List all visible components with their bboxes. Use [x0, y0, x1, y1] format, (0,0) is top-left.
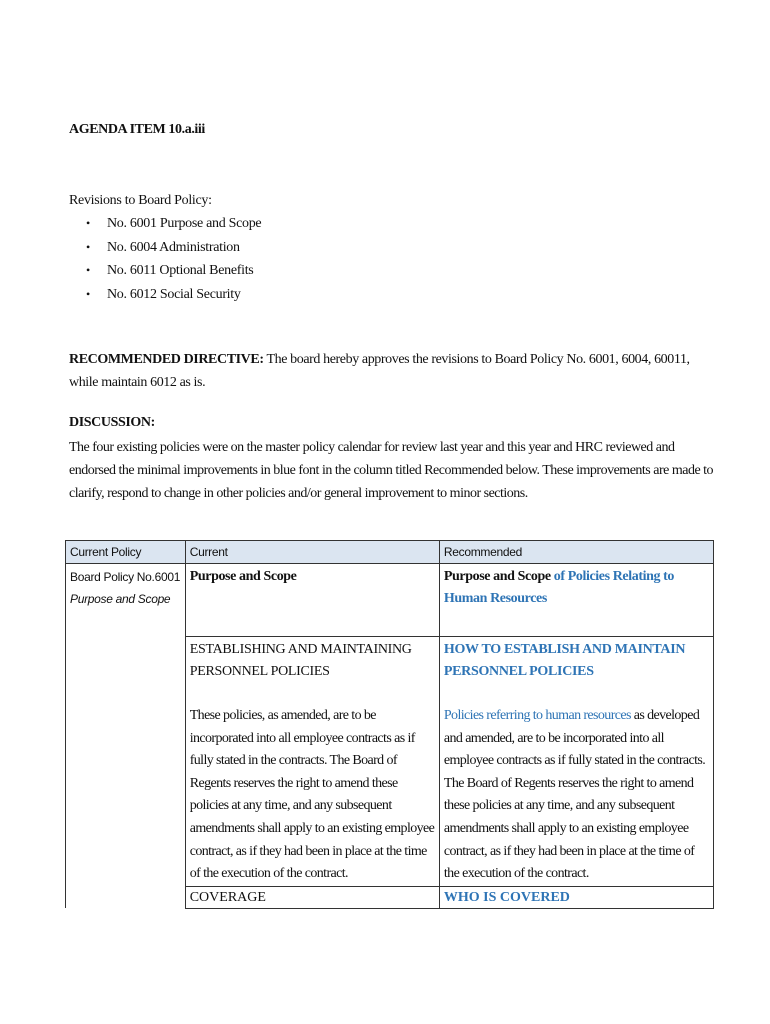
directive-label: RECOMMENDED DIRECTIVE:: [69, 352, 264, 367]
list-item-label: No. 6012 Social Security: [107, 286, 241, 302]
bullet-icon: •: [86, 286, 90, 301]
recommended-title-blue: of Policies Relating to Human Resources: [443, 569, 675, 606]
policy-number: Board Policy No.6001: [70, 570, 181, 584]
bullet-icon: •: [86, 263, 90, 277]
header-recommended: Recommended: [439, 541, 713, 564]
header-current-policy: Current Policy: [66, 541, 186, 564]
current-title-cell: Purpose and Scope: [185, 564, 439, 637]
list-item: [69, 236, 261, 260]
policy-name: Purpose and Scope: [70, 592, 171, 606]
table-header-row: [66, 541, 714, 564]
agenda-item-title: AGENDA ITEM 10.a.iii: [69, 122, 205, 137]
recommended-body-text: [439, 705, 713, 886]
recommended-directive: [69, 348, 709, 394]
revisions-intro: Revisions to Board Policy:: [69, 193, 212, 208]
list-item: [69, 283, 261, 307]
recommended-coverage-heading: WHO IS COVERED: [439, 886, 713, 908]
current-body-text: These policies, as amended, are to be incorporated into all employee contracts as if fully stated in the contracts. The Board of Regents reserves the right to amend these policies at any time, and any subsequent amendments shall apply to an existing employee contract, as if they had been in place at the time of the execution of the contract.: [185, 705, 439, 886]
bullet-icon: •: [86, 216, 90, 230]
list-item: [69, 212, 261, 236]
recommended-body-black: as developed and amended, are to be incorporated into all employee contracts as if fully stated in the contracts. The Board of Regents reserves the right to amend these policies at any time, and any subsequent amendments shall apply to an existing employee contract, as if they had been in place at the time of the execution of the contract.: [443, 708, 706, 882]
policy-comparison-table: [65, 540, 714, 909]
list-item-label: No. 6004 Administration: [107, 239, 240, 255]
recommended-body-blue: Policies referring to human resources: [443, 708, 631, 723]
current-policy-cell: [66, 564, 186, 909]
discussion-heading: DISCUSSION:: [69, 415, 155, 430]
recommended-section-heading: HOW TO ESTABLISH AND MAINTAIN PERSONNEL POLICIES: [439, 637, 713, 706]
current-coverage-heading: COVERAGE: [185, 886, 439, 908]
recommended-title-black: Purpose and Scope: [443, 569, 551, 584]
policy-revision-list: [69, 212, 261, 306]
recommended-title-cell: [439, 564, 713, 637]
discussion-body: The four existing policies were on the master policy calendar for review last year and this year and HRC reviewed and endorsed the minimal improvements in blue font in the column titled Recommended below. These improvements are made to clarify, respond to change in other policies and/or general improvement to minor sections.: [69, 440, 714, 501]
table-row: [66, 564, 714, 637]
list-item: [69, 259, 261, 283]
directive-text: The board hereby approves the revisions to Board Policy No. 6001, 6004, 60011, while maintain 6012 as is.: [69, 352, 690, 390]
bullet-icon: •: [86, 239, 90, 254]
list-item-label: No. 6011 Optional Benefits: [107, 263, 254, 278]
list-item-label: No. 6001 Purpose and Scope: [107, 216, 262, 231]
current-section-heading: ESTABLISHING AND MAINTAINING PERSONNEL POLICIES: [185, 637, 439, 706]
header-current: Current: [185, 541, 439, 564]
